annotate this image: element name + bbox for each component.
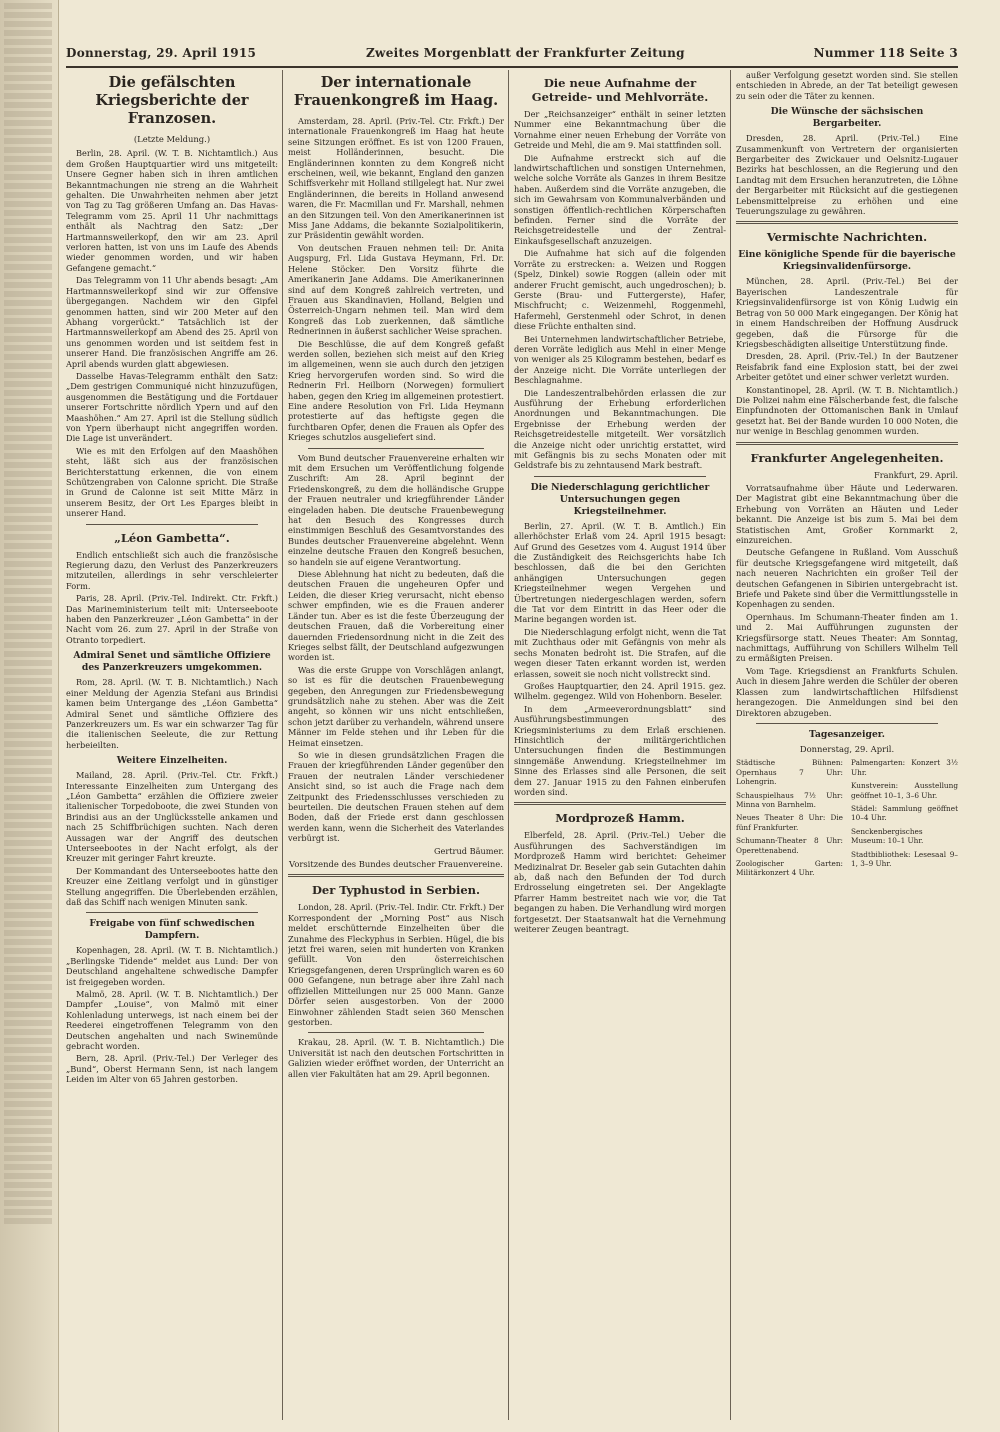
- article-headline: Mordprozeß Hamm.: [555, 811, 685, 826]
- article-paragraph: Berlin, 28. April. (W. T. B. Nichtamtlich.) Aus dem Großen Hauptquartier wird uns mitgeteilt: Unsere Gegner haben sich in ihren amtlichen Bekanntmachungen nie streng an die Wahrheit gehalten. Die Unwahrheiten nehmen aber jetzt von Tag zu Tag größeren Umfang an. Das Havas-Telegramm vom 25. April 11 Uhr nachmittags enthält als Nachtrag den Satz: „Der Hartmannsweilerkopf, den wir am 23. April verloren hatten, ist von uns im Laufe des Abends wieder genommen worden, und wir haben Gefangene gemacht.“: [66, 148, 278, 273]
- tagesanzeiger-title: Tagesanzeiger.: [808, 728, 885, 740]
- column-rule: [508, 70, 509, 1420]
- list-item: Senckenbergisches Museum: 10–1 Uhr.: [851, 826, 924, 846]
- separator: [288, 874, 504, 877]
- article-paragraph: Vom Bund deutscher Frauenvereine erhalten wir mit dem Ersuchen um Veröffentlichung folgende Zuschrift: Am 28. April beginnt der Friedenskongreß, zu dem die holländische Gruppe der Frauen neutraler und kriegführender Länder eingeladen haben. Die deutsche Frauenbewegung hat den Besuch des Kongresses durch einstimmigen Beschluß des Gesamtvorstandes des Bundes deutscher Frauenvereine abgelehnt. Wenn einzelne deutsche Frauen den Kongreß besuchen, so handeln sie auf eigene Verantwortung.: [288, 452, 504, 567]
- column-4: [736, 70, 958, 1420]
- column-1: [66, 70, 278, 1420]
- article-paragraph: Bern, 28. April. (Priv.-Tel.) Der Verleger des „Bund“, Oberst Hermann Senn, ist nach langem Leiden im Alter von 65 Jahren gestorben.: [66, 1053, 278, 1085]
- article-paragraph: Vorratsaufnahme über Häute und Lederwaren. Der Magistrat gibt eine Bekanntmachung über die Erhebung von Vorräten an Häuten und Leder bekannt. Die Anzeige ist bis zum 5. Mai bei dem Statistischen Amt, Großer Kornmarkt 2, einzureichen.: [736, 482, 958, 545]
- signature: Gertrud Bäumer.: [433, 845, 504, 856]
- column-3: [514, 70, 726, 1420]
- article-headline: Die gefälschten Kriegsberichte der Franzosen.: [95, 74, 249, 127]
- list-item: Neues Theater 8 Uhr: Die fünf Frankfurter.: [736, 813, 843, 832]
- article-paragraph: Die Landeszentralbehörden erlassen die zur Ausführung der Erhebung erforderlichen Anordnungen und Bekanntmachungen. Die Ergebnisse der Erhebung werden der Reichsgetreidestelle mitgeteilt. Wer vorsätzlich die Anzeige nicht oder unrichtig erstattet, wird mit Gefängnis bis zu sechs Monaten oder mit Geldstrafe bis zu zehntausend Mark bestraft.: [514, 387, 726, 471]
- article-headline: Die Wünsche der sächsischen Bergarbeiter.: [770, 106, 924, 130]
- separator: [308, 448, 484, 449]
- article-paragraph: Konstantinopel, 28. April. (W. T. B. Nichtamtlich.) Die Polizei nahm eine Fälscherbande fest, die falsche Einpfundnoten der Ottomanischen Bank in Umlauf gesetzt hat. Bei der Bande wurden 10 000 Noten, die nur wenige in Beschlag genommen wurden.: [736, 384, 958, 437]
- list-item: Stadtbibliothek: Lesesaal 9–1, 3–9 Uhr.: [851, 849, 958, 868]
- section-headline: Vermischte Nachrichten.: [766, 230, 928, 245]
- article-paragraph: Diese Ablehnung hat nicht zu bedeuten, daß die deutschen Frauen die ungeheuren Opfer und Leiden, die dieser Krieg verursacht, nicht ebenso schwer empfinden, wie es die Frauen anderer Länder tun. Aber es ist die feste Überzeugung der deutschen Frauen, daß die Vorbereitung einer dauernden Friedensordnung nicht in die Zeit des Krieges selbst fällt, der Deutschland aufgezwungen worden ist.: [288, 569, 504, 663]
- article-paragraph: Die Aufnahme erstreckt sich auf die landwirtschaftlichen und sonstigen Unternehmen, welche solche Vorräte als Ganzes in ihrem Besitze haben. Außerdem sind die Vorräte anzugeben, die sich im Gewahrsam von Kommunalverbänden und sonstigen öffentlich-rechtlichen Körperschaften befinden. Ferner sind die Vorräte der Reichsgetreidestelle und der Zentral-Einkaufsgesellschaft anzuzeigen.: [514, 152, 726, 246]
- article-headline: Die Niederschlagung gerichtlicher Untersuchungen gegen Kriegsteilnehmer.: [530, 481, 710, 517]
- article-paragraph: Von deutschen Frauen nehmen teil: Dr. Anita Augspurg, Frl. Lida Gustava Heymann, Frl. Dr. Helene Stöcker. Den Vorsitz führte die Amerikanerin Jane Addams. Die Amerikanerinnen sind auf dem Kongreß zahlreich vertreten, und Frauen aus Skandinavien, Holland, Belgien und Österreich-Ungarn nehmen teil. Man wird dem Kongreß das Lob zuerkennen, daß sämtliche Rednerinnen in äußerst sachlicher Weise sprachen.: [288, 242, 504, 337]
- separator: [756, 723, 938, 724]
- article-paragraph: Deutsche Gefangene in Rußland. Vom Ausschuß für deutsche Kriegsgefangene wird mitgeteilt, daß nach neueren Nachrichten ein großer Teil der deutschen Gefangenen in Sibirien untergebracht ist. Briefe und Pakete sind über die Vermittlungsstelle in Kopenhagen zu senden.: [736, 547, 958, 610]
- list-item: Schauspielhaus 7½ Uhr: Minna von Barnhelm.: [736, 790, 843, 809]
- list-item: Kunstverein: Ausstellung geöffnet 10–1, 3–6 Uhr.: [851, 781, 958, 800]
- list-item: Schumann-Theater 8 Uhr: Operettenabend.: [736, 836, 843, 855]
- section-headline: Frankfurter Angelegenheiten.: [750, 450, 944, 465]
- list-item: Palmengarten: Konzert 3½ Uhr.: [851, 758, 958, 777]
- article-paragraph: Paris, 28. April. (Priv.-Tel. Indirekt. Ctr. Frkft.) Das Marineministerium teilt mit: Unterseeboote haben den Panzerkreuzer „Léon Gambetta“ in der Nacht vom 26. zum 27. April in der Straße von Otranto torpediert.: [66, 593, 278, 645]
- article-headline: Weitere Einzelheiten.: [116, 755, 228, 767]
- article-paragraph: Bei Unternehmen landwirtschaftlicher Betriebe, deren Vorräte lediglich aus Mehl in einer Menge von weniger als 25 Kilogramm bestehen, bedarf es der Anzeige nicht. Die Vorräte unterliegen der Beschlagnahme.: [514, 333, 726, 386]
- article-headline: „Léon Gambetta“.: [114, 530, 230, 545]
- separator: [308, 1032, 484, 1033]
- article-paragraph: Das Telegramm von 11 Uhr abends besagt: „Am Hartmannsweilerkopf sind wir zur Offensive übergegangen. Nachdem wir den Gipfel genommen hatten, sind wir 200 Meter auf den Abhang vorgerückt.“ Tatsächlich ist der Hartmannsweilerkopf am Abend des 25. April von uns genommen worden und ist seitdem fest in unserer Hand. Die französischen Angriffe am 26. April abends wurden glatt abgewiesen.: [66, 275, 278, 369]
- article-paragraph: Mailand, 28. April. (Priv.-Tel. Ctr. Frkft.) Interessante Einzelheiten zum Untergang des „Léon Gambetta“ erzählen die Offiziere zweier italienischer Torpedoboote, die zwei Stunden von Brindisi aus an der Unglücksstelle ankamen und nach 25 Schiffbrüchigen suchten. Nach deren Aussagen war der Angriff des deutschen Unterseebootes in der Nacht erfolgt, als der Kreuzer mit geringer Fahrt kreuzte.: [66, 770, 278, 864]
- separator: [514, 802, 726, 805]
- article-paragraph: Der Kommandant des Unterseebootes hatte den Kreuzer eine Zeitlang verfolgt und in günstiger Stellung angegriffen. Die Überlebenden erzählen, daß das Schiff nach wenigen Minuten sank.: [66, 865, 278, 907]
- article-paragraph: Die Niederschlagung erfolgt nicht, wenn die Tat mit Zuchthaus oder mit Gefängnis von mehr als sechs Monaten bedroht ist. Die Strafen, auf die wegen dieser Taten erkannt worden ist, werden erlassen, soweit sie noch nicht vollstreckt sind.: [514, 626, 726, 679]
- article-paragraph: Amsterdam, 28. April. (Priv.-Tel. Ctr. Frkft.) Der internationale Frauenkongreß im Haag hat heute seine Sitzungen eröffnet. Es ist von 1200 Frauen, meist Holländerinnen, besucht. Die Engländerinnen konnten zu dem Kongreß nicht erscheinen, weil, wie bekannt, England den ganzen Schiffsverkehr mit Holland stillgelegt hat. Nur zwei Engländerinnen, die bereits in Holland anwesend waren, die Fr. Macmillan und Fr. Marshall, nehmen an den Sitzungen teil. Von den Amerikanerinnen ist Miss Jane Addams, die bekannte Sozialpolitikerin, zur Präsidentin gewählt worden.: [288, 116, 504, 241]
- article-paragraph: Elberfeld, 28. April. (Priv.-Tel.) Ueber die Ausführungen des Sachverständigen im Mordprozeß Hamm wird berichtet: Geheimer Medizinalrat Dr. Beseler gab sein Gutachten dahin ab, daß nach den Befunden der Tod durch Erdrosselung eingetreten sei. Der Angeklagte Pfarrer Hamm bestreitet nach wie vor, die Tat begangen zu haben. Die Verhandlung wird morgen fortgesetzt. Der Staatsanwalt hat die Vernehmung weiterer Zeugen beantragt.: [514, 830, 726, 935]
- article-paragraph: Dresden, 28. April. (Priv.-Tel.) In der Bautzener Reisfabrik fand eine Explosion statt, bei der zwei Arbeiter getötet und einer schwer verletzt wurden.: [736, 351, 958, 383]
- previous-page-edge: [0, 0, 59, 1432]
- article-headline: Der Typhustod in Serbien.: [311, 883, 481, 898]
- article-paragraph: Großes Hauptquartier, den 24. April 1915. gez. Wilhelm. gegengez. Wild von Hohenborn. Beseler.: [514, 680, 726, 702]
- article-paragraph: außer Verfolgung gesetzt worden sind. Sie stellen entschieden in Abrede, an der Tat beteiligt gewesen zu sein oder die Täter zu kennen.: [736, 70, 958, 101]
- article-paragraph: Berlin, 27. April. (W. T. B. Amtlich.) Ein allerhöchster Erlaß vom 24. April 1915 besagt: Auf Grund des Gesetzes vom 4. August 1914 über die Zuständigkeit des Reichsgerichts habe Ich beschlossen, daß die bei den Gerichten anhängigen Untersuchungen gegen Kriegsteilnehmer wegen Vergehen und Übertretungen niedergeschlagen werden, sofern die Tat vor dem Eintritt in das Heer oder die Marine begangen worden ist.: [514, 520, 726, 625]
- article-paragraph: Malmö, 28. April. (W. T. B. Nichtamtlich.) Der Dampfer „Louise“, von Malmö mit einer Kohlenladung unterwegs, ist nach einem bei der Reederei eingetroffenen Telegramm von den Deutschen angehalten und nach Swinemünde gebracht worden.: [66, 989, 278, 1052]
- article-headline: Der internationale Frauenkongreß im Haag.: [293, 74, 499, 109]
- article-paragraph: Kopenhagen, 28. April. (W. T. B. Nichtamtlich.) „Berlingske Tidende“ meldet aus Lund: Der von Deutschland angehaltene schwedische Dampfer ist freigegeben worden.: [66, 945, 278, 987]
- column-rule: [282, 70, 283, 1420]
- article-headline: Eine königliche Spende für die bayerische Kriegsinvalidenfürsorge.: [738, 249, 956, 273]
- article-headline: Admiral Senet und sämtliche Offiziere des Panzerkreuzers umgekommen.: [73, 650, 271, 674]
- separator: [86, 524, 258, 525]
- article-paragraph: In dem „Armeeverordnungsblatt“ sind Ausführungsbestimmungen des Kriegsministeriums zu dem Erlaß erschienen. Hinsichtlich der militärgerichtlichen Untersuchungen finden die Bestimmungen sinngemäße Anwendung. Kriegsteilnehmer im Sinne des Erlasses sind alle Personen, die seit dem 27. Januar 1915 zu den Fahnen einberufen worden sind.: [514, 703, 726, 797]
- tagesanzeiger-list: [736, 758, 958, 877]
- article-paragraph: Endlich entschließt sich auch die französische Regierung dazu, den Verlust des Panzerkreuzers mitzuteilen, allerdings in sehr verschleierter Form.: [66, 549, 278, 591]
- article-paragraph: München, 28. April. (Priv.-Tel.) Bei der Bayerischen Landeszentrale für Kriegsinvalidenfürsorge ist von König Ludwig ein Betrag von 50 000 Mark eingegangen. Der König hat in einem Handschreiben der Hoffnung Ausdruck gegeben, daß die Fürsorge für die Kriegsbeschädigten allseitige Unterstützung finde.: [736, 276, 958, 349]
- article-paragraph: Opernhaus. Im Schumann-Theater finden am 1. und 2. Mai Aufführungen zugunsten der Kriegsfürsorge statt. Neues Theater: Am Sonntag, nachmittags, Aufführung von Schillers Wilhelm Tell zu ermäßigten Preisen.: [736, 611, 958, 664]
- article-paragraph: Vom Tage. Kriegsdienst an Frankfurts Schulen. Auch in diesem Jahre werden die Schüler der oberen Klassen zum landwirtschaftlichen Hilfsdienst herangezogen. Die Anmeldungen sind bei den Direktoren abzugeben.: [736, 665, 958, 718]
- article-subheadline: (Letzte Meldung.): [133, 134, 211, 144]
- article-paragraph: Dresden, 28. April. (Priv.-Tel.) Eine Zusammenkunft von Vertretern der organisierten Bergarbeiter des Zwickauer und Oelsnitz-Lugauer Bezirks hat beschlossen, an die Regierung und den Landtag mit dem Ersuchen heranzutreten, die Löhne der Bergarbeiter mit Rücksicht auf die gestiegenen Lebensmittelpreise zu erhöhen und eine Teuerungszulage zu gewähren.: [736, 133, 958, 217]
- signature-role: Vorsitzende des Bundes deutscher Frauenvereine.: [289, 859, 503, 870]
- article-paragraph: Die Aufnahme hat sich auf die folgenden Vorräte zu erstrecken: a. Weizen und Roggen (Spelz, Dinkel) sowie Roggen (allein oder mit anderer Frucht gemischt, auch ungedroschen); b. Gerste (Brau- und Futtergerste), Hafer, Mischfrucht; c. Weizenmehl, Roggenmehl, Hafermehl, Gerstenmehl oder Schrot, in denen diese Früchte enthalten sind.: [514, 248, 726, 332]
- page-masthead: [66, 44, 958, 68]
- article-paragraph: Der „Reichsanzeiger“ enthält in seiner letzten Nummer eine Bekanntmachung über die Vornahme einer neuen Erhebung der Vorräte von Getreide und Mehl, die am 9. Mai stattfinden soll.: [514, 109, 726, 151]
- article-paragraph: London, 28. April. (Priv.-Tel. Indir. Ctr. Frkft.) Der Korrespondent der „Morning Post“ aus Nisch meldet erschütternde Einzelheiten über die Zunahme des Fleckyphus in Serbien. Hügel, die bis jetzt frei waren, seien mit hunderten von Kranken gefüllt. Von den österreichischen Kriegsgefangenen, deren Ursprünglich waren es 60 000 Gefangene, nun betrage aber ihre Zahl nach offiziellen Mitteilungen nur 25 000 Mann. Ganze Dörfer seien ausgestorben. Von der 2000 Einwohner zählenden Stadt seien 360 Menschen gestorben.: [288, 902, 504, 1027]
- masthead-date: Donnerstag, 29. April 1915: [66, 46, 257, 60]
- separator: [736, 442, 958, 445]
- separator: [736, 221, 958, 224]
- separator: [534, 476, 706, 477]
- article-paragraph: So wie in diesen grundsätzlichen Fragen die Frauen der kriegführenden Länder gegenüber den Frauen der neutralen Länder verschiedener Ansicht sind, so ist auch die Frage nach dem Zeitpunkt des Friedensschlusses verschieden zu beurteilen. Die deutschen Frauen stehen auf dem Boden, daß der Friede erst dann geschlossen werden kann, wenn die Sicherheit des Vaterlandes verbürgt ist.: [288, 749, 504, 844]
- article-paragraph: Rom, 28. April. (W. T. B. Nichtamtlich.) Nach einer Meldung der Agenzia Stefani aus Brindisi kamen beim Untergange des „Léon Gambetta“ Admiral Senet und sämtliche Offiziere des Panzerkreuzers um. Es war ein schwarzer Tag für die italienischen Seeleute, die zur Rettung herbeieilten.: [66, 677, 278, 750]
- list-item: Städtische Bühnen: Opernhaus 7 Uhr: Lohengrin.: [736, 758, 843, 787]
- masthead-title: Zweites Morgenblatt der Frankfurter Zeitung: [366, 46, 685, 60]
- article-headline: Freigabe von fünf schwedischen Dampfern.: [89, 918, 255, 942]
- article-paragraph: Krakau, 28. April. (W. T. B. Nichtamtlich.) Die Universität ist nach den deutschen Fortschritten in Galizien wieder eröffnet worden, der Unterricht an allen vier Fakultäten hat am 29. April begonnen.: [288, 1037, 504, 1079]
- article-paragraph: Dasselbe Havas-Telegramm enthält den Satz: „Dem gestrigen Communiqué nicht hinzuzufügen, ausgenommen die Bestätigung und die Fortdauer unserer Fortschritte nördlich Ypern und auf den Maashöhen.“ Am 27. April ist die Stellung südlich von Ypern überhaupt nicht angegriffen worden. Die Lage ist unverändert.: [66, 370, 278, 444]
- masthead-issue: Nummer 118 Seite 3: [813, 46, 958, 60]
- column-2: [288, 70, 504, 1420]
- list-item: Städel: Sammlung geöffnet 10–4 Uhr.: [851, 803, 958, 823]
- article-headline: Die neue Aufnahme der Getreide- und Mehlvorräte.: [531, 76, 709, 104]
- article-paragraph: Die Beschlüsse, die auf dem Kongreß gefaßt werden sollen, beziehen sich meist auf den Krieg im allgemeinen, wenn sie auch durch den jetzigen Krieg hervorgerufen worden sind. So wird die Rednerin Frl. Heilborn (Norwegen) formuliert haben, gegen den Krieg im allgemeinen protestiert. Eine andere Resolution von Frl. Lida Heymann protestierte auf das heftigste gegen die furchtbaren Opfer, denen die Frauen als Opfer des Krieges schutzlos ausgeliefert sind.: [288, 338, 504, 443]
- dateline: Frankfurt, 29. April.: [874, 469, 958, 480]
- tagesanzeiger-date: Donnerstag, 29. April.: [799, 743, 895, 754]
- list-item: Zoologischer Garten: Militärkonzert 4 Uhr.: [736, 858, 843, 878]
- separator: [86, 912, 258, 913]
- article-paragraph: Was die erste Gruppe von Vorschlägen anlangt, so ist es für die deutschen Frauenbewegung gegeben, den Anregungen zur Friedensbewegung grundsätzlich nahe zu stehen. Aber was die Zeit angeht, so können wir uns nicht entschließen, schon jetzt darüber zu verhandeln, während unsere Männer im Felde stehen und ihr Leben für die Heimat einsetzen.: [288, 664, 504, 748]
- article-paragraph: Wie es mit den Erfolgen auf den Maashöhen steht, läßt sich aus der französischen Berichterstattung erkennen, die von einem Schützengraben von Calonne spricht. Die Straße in Grund de Calonne ist seit Mitte März in unserem Besitz, der Ort Les Eparges bleibt in unserer Hand.: [66, 445, 278, 519]
- column-rule: [730, 70, 731, 1420]
